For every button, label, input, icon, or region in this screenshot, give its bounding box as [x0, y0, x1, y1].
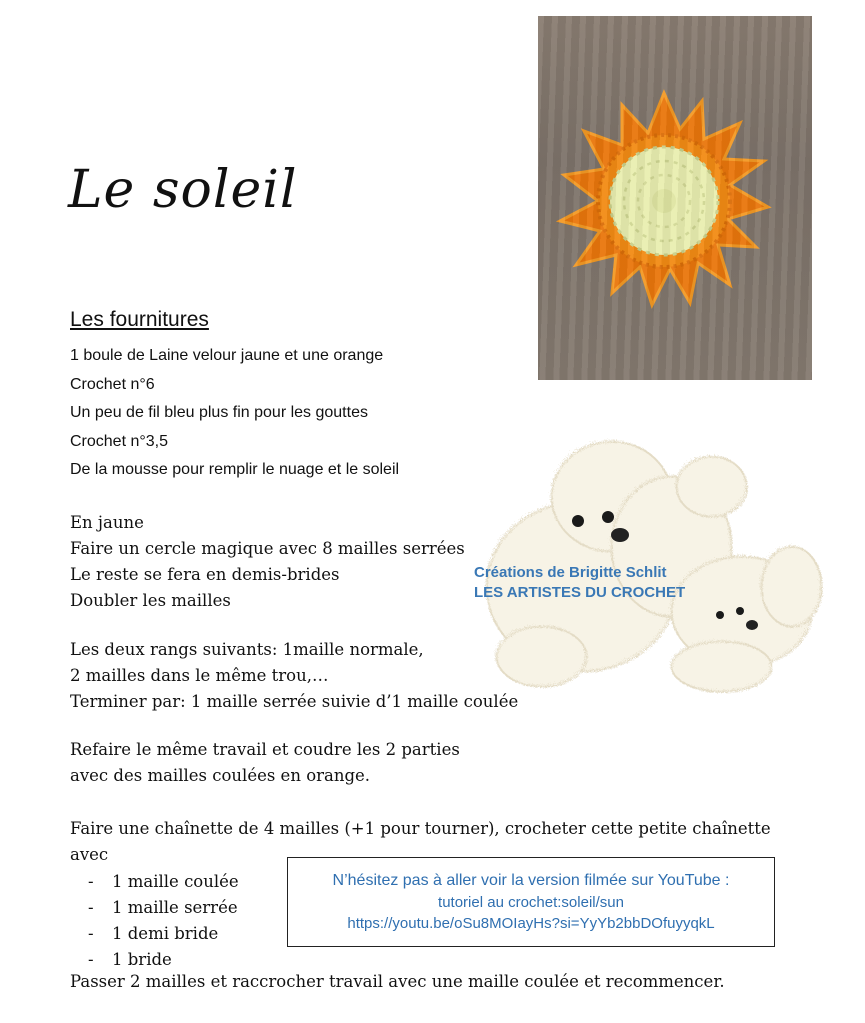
- chain-stitch-list: [88, 869, 239, 973]
- list-item: - 1 demi bride: [88, 924, 219, 943]
- text-line: 2 mailles dans le même trou,…: [70, 666, 329, 685]
- text-line: avec des mailles coulées en orange.: [70, 766, 371, 785]
- text-line: Passer 2 mailles et raccrocher travail avec une maille coulée et recommencer.: [70, 972, 725, 991]
- text-line: Doubler les mailles: [70, 591, 231, 610]
- supply-item: De la mousse pour remplir le nuage et le soleil: [70, 461, 400, 478]
- page-title: Le soleil: [68, 160, 298, 220]
- list-item: - 1 bride: [88, 950, 172, 969]
- list-item: - 1 maille serrée: [88, 898, 238, 917]
- youtube-intro: N’hésitez pas à aller voir la version filmée sur YouTube :: [332, 872, 730, 889]
- supplies-list: [70, 342, 399, 485]
- text-line: En jaune: [70, 513, 144, 532]
- final-instruction: [70, 969, 725, 995]
- text-line: Le reste se fera en demis-brides: [70, 565, 340, 584]
- supply-item: 1 boule de Laine velour jaune et une orange: [70, 347, 384, 364]
- text-line: Faire un cercle magique avec 8 mailles serrées: [70, 539, 465, 558]
- supply-item: Un peu de fil bleu plus fin pour les gouttes: [70, 404, 368, 421]
- youtube-title: tutoriel au crochet:soleil/sun: [438, 894, 624, 911]
- list-item: - 1 maille coulée: [88, 872, 239, 891]
- watermark-line: Créations de Brigitte Schlit: [474, 564, 667, 581]
- repeat-instructions: [70, 737, 460, 789]
- supply-item: Crochet n°6: [70, 375, 155, 393]
- text-line: avec: [70, 845, 109, 864]
- watermark-line: LES ARTISTES DU CROCHET: [474, 584, 686, 601]
- text-line: Faire une chaînette de 4 mailles (+1 pour tourner), crocheter cette petite chaînette: [70, 819, 771, 838]
- youtube-callout: [287, 857, 775, 947]
- text-line: Refaire le même travail et coudre les 2 parties: [70, 740, 460, 759]
- supplies-heading: Les fournitures: [70, 308, 209, 331]
- text-line: Terminer par: 1 maille serrée suivie d’1 maille coulée: [70, 692, 519, 711]
- yellow-instructions: [70, 510, 465, 614]
- youtube-link[interactable]: https://youtu.be/oSu8MOIayHs?si=YyYb2bbDOfuyyqkL: [347, 915, 715, 932]
- sun-photo: [538, 16, 812, 380]
- supply-item: Crochet n°3,5: [70, 432, 169, 450]
- text-line: Les deux rangs suivants: 1maille normale,: [70, 640, 424, 659]
- watermark-text: [474, 563, 685, 603]
- rows-instructions: [70, 637, 518, 715]
